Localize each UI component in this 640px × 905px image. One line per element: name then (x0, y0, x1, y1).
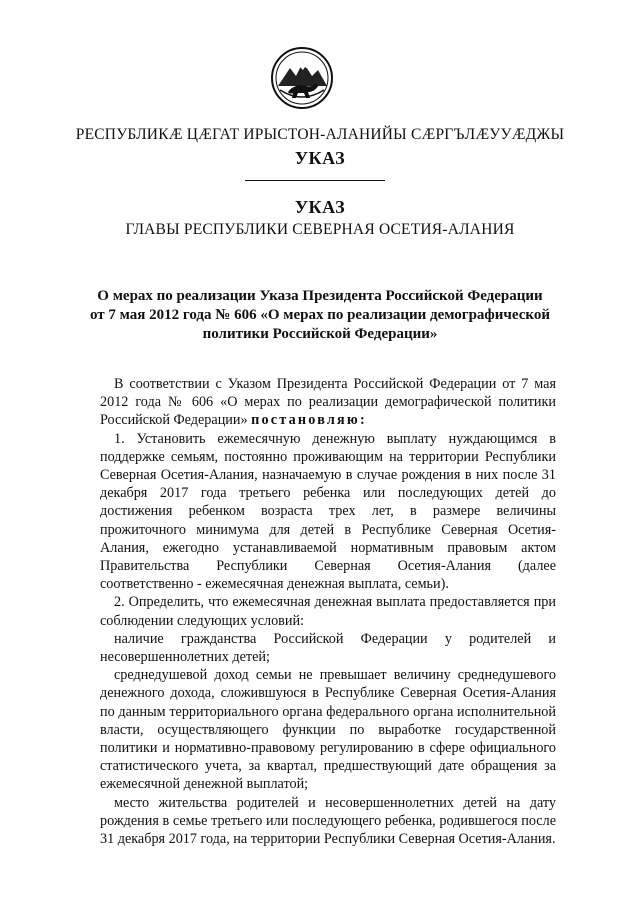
header-divider (245, 180, 385, 181)
condition-residence: место жительства родителей и несовершеннолетних детей на дату рождения в семье третьего или последующего ребенка, родившегося после 31 декабря 2017 года, на территории Республики Северная Осетия-Алания. (100, 794, 556, 848)
coat-of-arms-emblem-icon (270, 46, 334, 110)
ukaz-heading: УКАЗ (294, 197, 346, 217)
intro-paragraph (100, 375, 556, 430)
decree-word: постановляю: (251, 412, 367, 429)
condition-income: среднедушевой доход семьи не превышает величину среднедушевого денежного дохода, сложившуюся в Республике Северная Осетия-Алания по данным территориального органа федерального органа исполнительной власти, осуществляющего функции по выработке государственной политики и нормативно-правовому регулированию в сфере официального статистического учета, за квартал, предшествующий дате обращения за ежемесячной денежной выплатой; (100, 667, 556, 793)
condition-citizenship: наличие гражданства Российской Федерации у родителей и несовершеннолетних детей; (100, 630, 556, 666)
item-2-paragraph: 2. Определить, что ежемесячная денежная выплата предоставляется при соблюдении следующих условий: (100, 594, 556, 629)
item-1-paragraph: 1. Установить ежемесячную денежную выплату нуждающимся в поддержке семьям, постоянно проживающим на территории Республики Северная Осетия-Алания, назначаемую в случае рождения в них после 31 декабря 2017 года третьего ребенка или последующих детей до достижения ребенком возраста трех лет, в размере величины прожиточного минимума для детей в Республике Северная Осетия-Алания, ежегодно устанавливаемой нормативным правовым актом Правительства Республики Северная Осетия-Алания (далее соответственно - ежемесячная денежная выплата, семьи). (100, 430, 556, 593)
document-title (60, 287, 580, 344)
document-title-line: политики Российской Федерации» (202, 326, 438, 342)
document-title-line: от 7 мая 2012 года № 606 «О мерах по реализации демографической (90, 307, 550, 323)
document-body (100, 375, 556, 848)
intro-text: В соответствии с Указом Президента Российской Федерации от 7 мая 2012 года № 606 «О мерах по реализации демографической политики Российской Федерации» (100, 376, 556, 429)
ossetian-header: РЕСПУБЛИКӔ ЦӔГАТ ИРЫСТОН-АЛАНИЙЫ СӔРГЪЛӔУУӔДЖЫ (75, 126, 565, 143)
head-of-republic-heading: ГЛАВЫ РЕСПУБЛИКИ СЕВЕРНАЯ ОСЕТИЯ-АЛАНИЯ (125, 221, 515, 238)
document-title-line: О мерах по реализации Указа Президента Российской Федерации (97, 288, 543, 304)
ukaz-heading-ossetian: УКАЗ (294, 148, 346, 168)
